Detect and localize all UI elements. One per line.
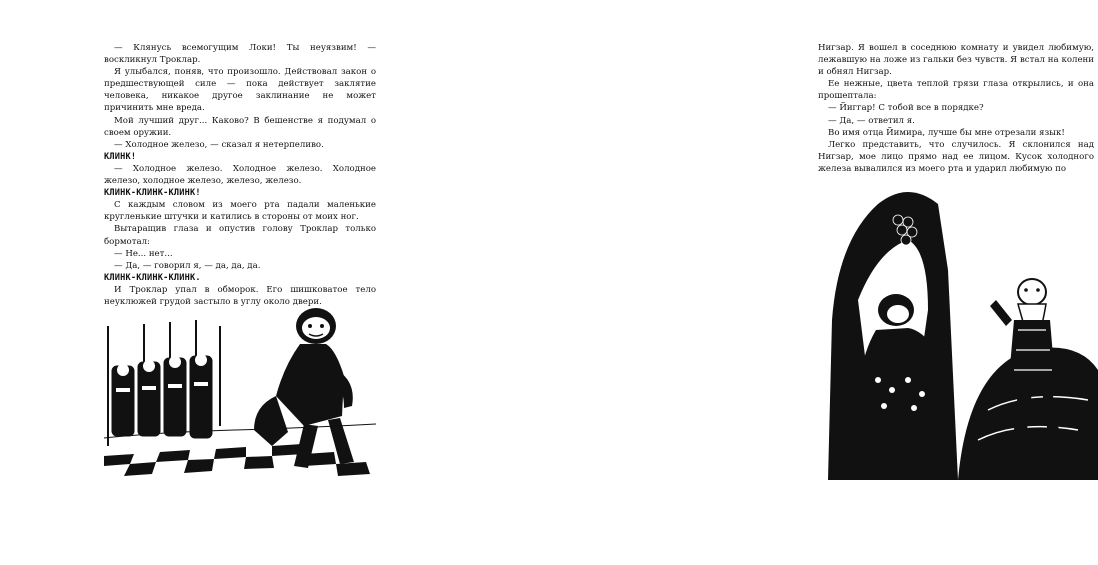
right-page-text — [818, 42, 1094, 175]
army-drawing — [104, 306, 376, 482]
paragraph: — Да, — ответил я. — [828, 115, 915, 126]
paragraph: Мой лучший друг... Каково? В бешенстве я подумал о своем оружии. — [104, 115, 376, 138]
paragraph: Я улыбался, поняв, что произошло. Действовал закон о предшествующей силе — пока действует заклятие человека, никакое другое заклинание не может причинить мне вреда. — [104, 67, 376, 114]
illustration-throne-scene — [818, 180, 1098, 480]
left-page-text — [104, 42, 376, 308]
right-page — [400, 0, 1094, 565]
paragraph: Ее нежные, цвета теплой грязи глаза открылись, и она прошептала: — [818, 79, 1094, 102]
paragraph: — Не... нет... — [114, 248, 173, 259]
paragraph: С каждым словом из моего рта падали маленькие кругленькие штучки и катились в стороны от моих ног. — [104, 200, 376, 223]
paragraph: — Холодное железо, — сказал я нетерпеливо. — [114, 139, 324, 150]
throne-drawing — [818, 180, 1098, 480]
paragraph: И Троклар упал в обморок. Его шишковатое тело неуклюжей грудой застыло в углу около двери. — [104, 284, 376, 307]
sound-effect: КЛИНК-КЛИНК-КЛИНК! — [104, 188, 201, 199]
paragraph: — Холодное железо. Холодное железо. Холодное железо, холодное железо, железо, железо. — [104, 163, 376, 187]
illustration-trolls-army — [104, 306, 376, 482]
paragraph: Нигзар. Я вошел в соседнюю комнату и увидел любимую, лежавшую на ложе из гальки без чувств. Я встал на колени и обнял Нигзар. — [818, 43, 1094, 78]
paragraph: — Клянусь всемогущим Локи! Ты неуязвим! — воскликнул Троклар. — [104, 43, 376, 66]
paragraph: — Йиггар! С тобой все в порядке? — [828, 103, 984, 114]
paragraph: Легко представить, что случилось. Я склонился над Нигзар, мое лицо прямо над ее лицом. Кусок холодного железа вывалился из моего рта и ударил любимую по — [818, 139, 1094, 174]
sound-effect: КЛИНК! — [104, 151, 137, 162]
left-page — [0, 0, 400, 565]
paragraph: — Да, — говорил я, — да, да, да. — [114, 260, 261, 271]
paragraph: Во имя отца Йимира, лучше бы мне отрезали язык! — [828, 127, 1065, 138]
sound-effect: КЛИНК-КЛИНК-КЛИНК. — [104, 272, 201, 283]
paragraph: Вытаращив глаза и опустив голову Троклар только бормотал: — [104, 224, 376, 247]
